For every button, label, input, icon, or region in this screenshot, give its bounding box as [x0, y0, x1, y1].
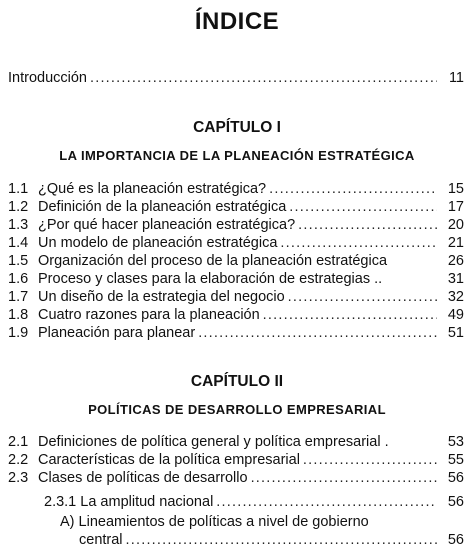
toc-entry[interactable] — [8, 180, 464, 198]
toc-entry-page: 21 — [447, 235, 464, 251]
leader-dots — [90, 69, 437, 87]
toc-entry-text: Clases de políticas de desarrollo — [38, 470, 248, 486]
leader-dots — [303, 451, 437, 469]
toc-entry-text: Definición de la planeación estratégica — [38, 199, 287, 215]
toc-entry-text: central — [79, 532, 123, 548]
toc-entry-number: 1.1 — [8, 181, 29, 197]
toc-entry[interactable] — [8, 306, 464, 324]
toc-entry-text: 2.3.1 La amplitud nacional — [44, 494, 214, 510]
toc-entry-page: 31 — [447, 271, 464, 287]
leader-dots — [289, 198, 437, 216]
toc-entry-text: ¿Por qué hacer planeación estratégica? — [38, 217, 296, 233]
toc-entry-page: 56 — [447, 494, 464, 510]
toc-entry-text: Características de la política empresarial — [38, 452, 300, 468]
leader-dots — [263, 306, 437, 324]
toc-entry[interactable] — [8, 198, 464, 216]
toc-entry-number: 1.4 — [8, 235, 29, 251]
toc-entry[interactable] — [8, 252, 464, 270]
toc-entry-text: Planeación para planear — [38, 325, 196, 341]
toc-entry-page: 49 — [447, 307, 464, 323]
toc-entry-page: 53 — [447, 434, 464, 450]
toc-entry-text: Proceso y clases para la elaboración de estrategias .. — [38, 271, 383, 287]
toc-entry-page: 56 — [447, 470, 464, 486]
leader-dots — [198, 324, 437, 342]
toc-entry-page: 11 — [448, 70, 464, 86]
toc-entry[interactable] — [8, 288, 464, 306]
chapter-1-label: CAPÍTULO I — [193, 119, 281, 136]
toc-entry-page: 51 — [447, 325, 464, 341]
leader-dots — [288, 288, 437, 306]
chapter-2-subtitle: POLÍTICAS DE DESARROLLO EMPRESARIAL — [88, 402, 386, 417]
toc-entry-text: A) Lineamientos de políticas a nivel de gobierno — [60, 514, 369, 530]
toc-entry-text: Cuatro razones para la planeación — [38, 307, 260, 323]
toc-entry-page: 32 — [447, 289, 464, 305]
toc-entry[interactable] — [8, 433, 464, 451]
toc-entry[interactable] — [8, 469, 464, 487]
toc-entry-text: Organización del proceso de la planeación estratégica — [38, 253, 388, 269]
leader-dots — [298, 216, 437, 234]
leader-dots — [280, 234, 437, 252]
toc-subentry[interactable] — [44, 493, 464, 511]
toc-entry-number: 1.9 — [8, 325, 29, 341]
toc-entry-number: 1.8 — [8, 307, 29, 323]
toc-entry[interactable] — [8, 451, 464, 469]
toc-entry[interactable] — [8, 216, 464, 234]
toc-entry-page: 56 — [447, 532, 464, 548]
leader-dots — [126, 531, 437, 549]
toc-entry-number: 2.2 — [8, 452, 29, 468]
page-title: ÍNDICE — [194, 8, 280, 35]
toc-entry[interactable] — [8, 270, 464, 288]
leader-dots — [251, 469, 437, 487]
toc-entry-number: 2.1 — [8, 434, 29, 450]
toc-entry-page: 15 — [447, 181, 464, 197]
toc-entry[interactable] — [8, 324, 464, 342]
toc-entry-number: 1.5 — [8, 253, 29, 269]
toc-entry-text: Un modelo de planeación estratégica — [38, 235, 278, 251]
leader-dots — [269, 180, 437, 198]
chapter-2-label: CAPÍTULO II — [190, 373, 284, 390]
toc-entry[interactable] — [8, 234, 464, 252]
chapter-1-subtitle: LA IMPORTANCIA DE LA PLANEACIÓN ESTRATÉGICA — [59, 148, 415, 163]
toc-entry-page: 26 — [447, 253, 464, 269]
toc-entry-page: 17 — [447, 199, 464, 215]
toc-entry-text: Introducción — [8, 70, 87, 86]
toc-entry-page: 55 — [447, 452, 464, 468]
toc-entry-number: 1.6 — [8, 271, 29, 287]
toc-entry-number: 1.7 — [8, 289, 29, 305]
toc-entry-number: 1.2 — [8, 199, 29, 215]
toc-entry-number: 2.3 — [8, 470, 29, 486]
toc-entry-number: 1.3 — [8, 217, 29, 233]
toc-entry-page: 20 — [447, 217, 464, 233]
toc-entry-text: Definiciones de política general y política empresarial . — [38, 434, 389, 450]
toc-entry-intro[interactable] — [8, 69, 464, 87]
toc-subsubentry-line1[interactable] — [60, 513, 464, 531]
toc-entry-text: Un diseño de la estrategia del negocio — [38, 289, 285, 305]
toc-subsubentry-line2[interactable] — [79, 531, 464, 549]
leader-dots — [216, 493, 437, 511]
toc-entry-text: ¿Qué es la planeación estratégica? — [38, 181, 267, 197]
